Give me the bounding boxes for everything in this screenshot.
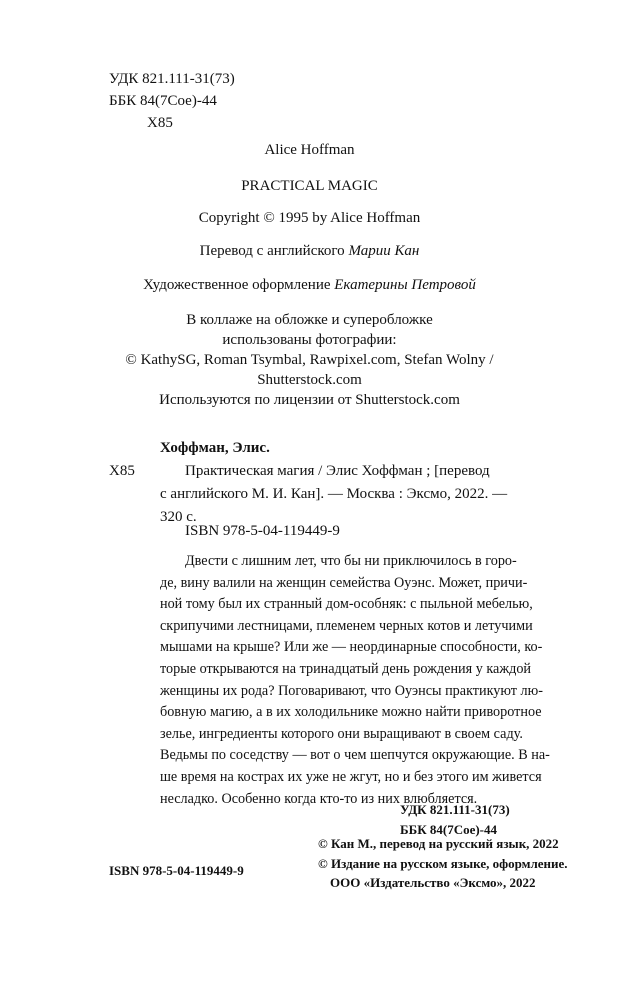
translator-name: Марии Кан: [348, 243, 420, 259]
translation-credit: [0, 243, 619, 260]
original-title: PRACTICAL MAGIC: [241, 178, 378, 194]
photo-credit-line: В коллаже на обложке и суперобложке: [186, 312, 433, 328]
photo-credits: [0, 310, 619, 410]
entry-line: с английского М. И. Кан]. — Москва : Эксмо, 2022. —: [160, 486, 508, 502]
bottom-udk-code: УДК 821.111-31(73): [400, 802, 510, 817]
design-credit: [0, 277, 619, 294]
design-prefix: Художественное оформление: [143, 277, 331, 293]
photo-credit-line: Используются по лицензии от Shutterstock.com: [159, 392, 460, 408]
rights-block: [318, 834, 568, 893]
annotation-line: Ведьмы по соседству — вот о чем шепчутся окружающие. В на-: [160, 747, 550, 764]
annotation-line: ше время на кострах их уже не жгут, но и без этого им живется: [160, 768, 542, 785]
annotation-line: женщины их рода? Поговаривают, что Оуэнсы практикуют лю-: [160, 682, 543, 699]
translation-prefix: Перевод с английского: [199, 243, 345, 259]
bbk-code: ББК 84(7Сое)-44: [109, 93, 217, 109]
annotation-line: Двести с лишним лет, что бы ни приключилось в горо-: [185, 553, 517, 569]
annotation-line: зелье, ингредиенты которого они выращивают в своем саду.: [160, 725, 523, 742]
rights-line: ООО «Издательство «Эксмо», 2022: [330, 875, 536, 890]
photo-credit-line: использованы фотографии:: [222, 332, 397, 348]
udk-code: УДК 821.111-31(73): [109, 71, 235, 87]
rights-line: © Издание на русском языке, оформление.: [318, 855, 568, 871]
bottom-bbk-code: ББК 84(7Сое)-44: [400, 821, 498, 837]
annotation-line: ной тому был их странный дом-особняк: с пыльной мебелью,: [160, 596, 533, 613]
author-mark: Х85: [147, 115, 173, 131]
entry-line: Практическая магия / Элис Хоффман ; [перевод: [185, 463, 490, 479]
entry-mark: Х85: [109, 463, 135, 479]
entry-isbn: ISBN 978-5-04-119449-9: [185, 523, 340, 539]
annotation-line: скрипучими лестницами, племенем черных котов и летучими: [160, 617, 533, 634]
annotation-line: несладко. Особенно когда кто-то из них влюбляется.: [160, 790, 478, 807]
entry-heading: Хоффман, Элис.: [160, 440, 270, 456]
photo-credit-line: © KathySG, Roman Tsymbal, Rawpixel.com, Stefan Wolny /: [125, 352, 494, 368]
footer-isbn: ISBN 978-5-04-119449-9: [109, 863, 244, 878]
entry-line: 320 с.: [160, 509, 197, 525]
photo-credit-line: Shutterstock.com: [257, 372, 362, 388]
annotation-line: бовную магию, а в их холодильнике можно найти приворотное: [160, 704, 542, 721]
original-author: Alice Hoffman: [264, 142, 355, 158]
designer-name: Екатерины Петровой: [334, 277, 476, 293]
entry-description: [185, 460, 490, 483]
annotation-line: торые открываются на тринадцатый день рождения у каждой: [160, 660, 532, 677]
copyright-line: Copyright © 1995 by Alice Hoffman: [198, 210, 421, 226]
annotation-line: де, вину валили на женщин семейства Оуэнс. Может, причи-: [160, 574, 528, 591]
annotation: [160, 551, 550, 810]
rights-line: © Кан М., перевод на русский язык, 2022: [318, 836, 559, 851]
annotation-line: мышами на крыше? Или же — неординарные способности, ко-: [160, 639, 543, 656]
